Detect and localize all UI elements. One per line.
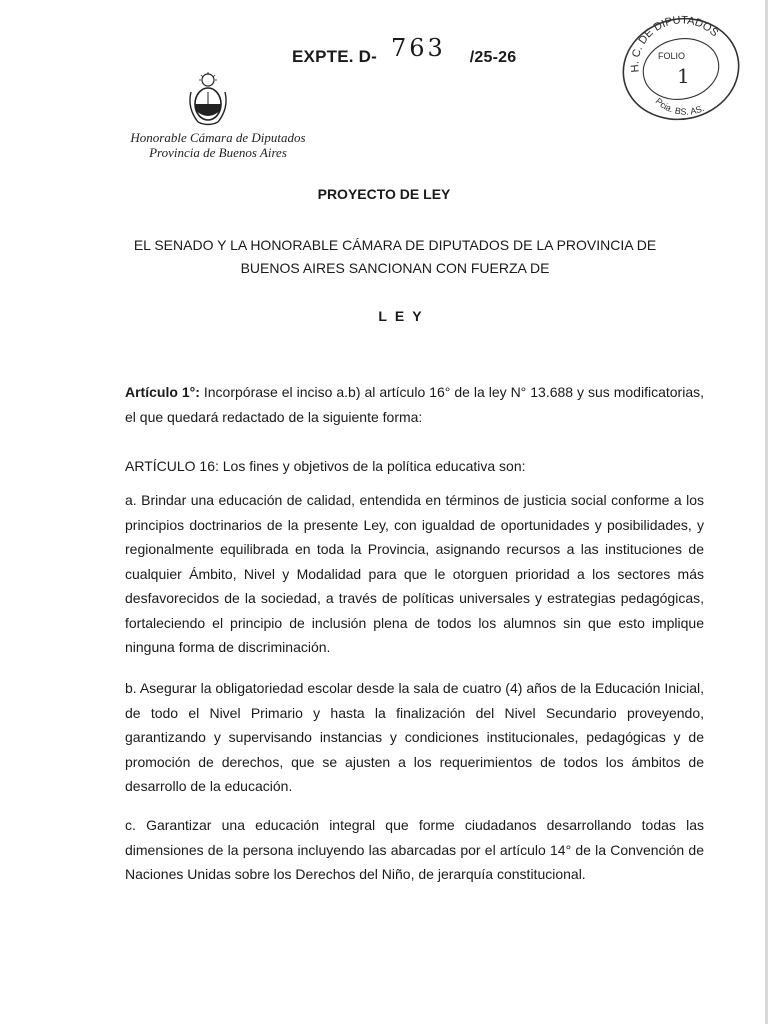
chamber-name: [98, 130, 338, 160]
article-16-heading: [125, 454, 704, 492]
chamber-line-1: Honorable Cámara de Diputados: [130, 130, 306, 145]
chamber-line-2: Provincia de Buenos Aires: [149, 145, 287, 160]
paragraph-a-text: a. Brindar una educación de calidad, entendida en términos de justicia social conforme a los principios doctrinarios de la presente Ley, con igualdad de oportunidades y posibilidades, y regionalmente equilibrada en toda la Provincia, asignando recursos a las instituciones de cualquier Ámbito, Nivel y Modalidad para que le otorguen prioridad a los sectores más desfavorecidos de la sociedad, a través de políticas universales y estrategias pedagógicas, fortaleciendo el principio de inclusión plena de todos los alumnos sin que esto implique ninguna forma de discriminación.: [125, 492, 704, 655]
paragraph-c: [125, 813, 704, 900]
expediente-number: [292, 34, 517, 68]
expte-prefix: EXPTE. D-: [292, 47, 377, 66]
ley-heading: LEY: [378, 308, 430, 324]
paragraph-c-text: c. Garantizar una educación integral que forme ciudadanos desarrollando todas las dimensiones de la persona incluyendo las abarcadas por el artículo 14° de la Convención de Naciones Unidas sobre los Derechos del Niño, de jerarquía constitucional.: [125, 817, 704, 882]
stamp-ring-bottom: Pcia. BS. AS.: [653, 96, 706, 117]
folio-stamp-icon: [617, 14, 745, 124]
expte-suffix: /25-26: [469, 49, 517, 66]
paragraph-b-text: b. Asegurar la obligatoriedad escolar desde la sala de cuatro (4) años de la Educación Inicial, de todo el Nivel Primario y hasta la finalización del Nivel Secundario proveyendo, garantizando y supervisando instancias y condiciones institucionales, pedagógicas y de promoción de derechos, que se ajusten a los requerimientos de todos los ámbitos de desarrollo de la educación.: [125, 680, 704, 794]
svg-text:H. C. DE DIPUTADOS: [629, 14, 720, 72]
article-16-heading-text: ARTÍCULO 16: Los fines y objetivos de la política educativa son:: [125, 458, 526, 474]
article-1-label: Artículo 1°:: [125, 384, 200, 400]
coat-of-arms-icon: [186, 72, 230, 128]
stamp-folio-label: FOLIO: [658, 51, 686, 61]
document-title: PROYECTO DE LEY: [317, 186, 451, 202]
stamp-ring-top: H. C. DE DIPUTADOS: [629, 14, 721, 73]
preamble: EL SENADO Y LA HONORABLE CÁMARA DE DIPUTADOS DE LA PROVINCIA DE BUENOS AIRES SANCIONAN CON FUERZA DE: [133, 237, 657, 276]
expte-handwritten-number: 763: [390, 34, 446, 62]
article-1-text: Incorpórase el inciso a.b) al artículo 16° de la ley N° 13.688 y sus modificatorias, el que quedará redactado de la siguiente forma:: [125, 384, 704, 425]
stamp-folio-number: 1: [677, 64, 690, 88]
paragraph-b: [125, 676, 704, 812]
article-1: [125, 380, 704, 442]
paragraph-a: [125, 488, 704, 673]
